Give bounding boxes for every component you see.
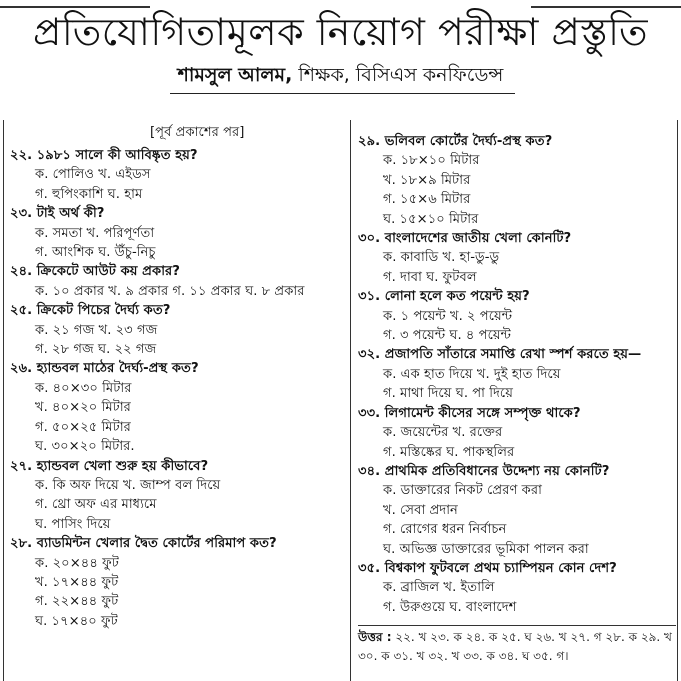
question-22 <box>10 146 345 204</box>
option-line: ক. পোলিও খ. এইডস <box>35 167 151 183</box>
option-line: গ. ২২×৪৪ ফুট <box>35 594 119 610</box>
option-line: ক. ২০×৪৪ ফুট <box>35 555 119 571</box>
question-26 <box>10 359 345 456</box>
question-text: ৩২. প্রজাপতি সাঁতারে সমাপ্তি রেখা স্পর্শ করতে হয়— <box>358 347 642 363</box>
option-line: গ. মস্তিষ্কের ঘ. পাকস্থলির <box>383 444 515 460</box>
byline-underline <box>170 93 515 94</box>
answer-key-label: উত্তর : <box>358 630 392 645</box>
option-line: ক. ৪০×৩০ মিটার <box>35 380 132 396</box>
question-text: ৩৪. প্রাথমিক প্রতিবিধানের উদ্দেশ্য নয় কোনটি? <box>358 463 610 479</box>
option-line: ক. ডাক্তারের নিকট প্রেরণ করা <box>383 483 542 499</box>
question-27 <box>10 457 345 535</box>
question-text: ২৬. হ্যান্ডবল মাঠের দৈর্ঘ্য-প্রস্থ কত? <box>10 361 199 377</box>
question-text: ২৩. টাই অর্থ কী? <box>10 206 105 222</box>
question-35 <box>358 559 676 617</box>
question-text: ২৪. ক্রিকেটে আউট কয় প্রকার? <box>10 264 180 280</box>
author-name: শামসুল আলম, <box>177 64 293 86</box>
option-line: গ. হুপিংকাশি ঘ. হাম <box>35 186 143 202</box>
option-line: ঘ. ১৫×১০ মিটার <box>383 211 479 227</box>
byline <box>0 62 681 88</box>
question-text: ২৮. ব্যাডমিন্টন খেলার দ্বৈত কোর্টের পরিমাপ কত? <box>10 536 277 552</box>
option-line: ক. ব্রাজিল খ. ইতালি <box>383 580 495 596</box>
question-text: ৩১. লোনা হলে কত পয়েন্ট হয়? <box>358 289 530 305</box>
option-line: ক. কাবাডি খ. হা-ডু-ডু <box>383 250 500 266</box>
question-28 <box>10 534 345 631</box>
top-rule-left <box>0 0 150 8</box>
question-34 <box>358 462 676 559</box>
author-role: শিক্ষক, বিসিএস কনফিডেন্স <box>292 64 504 86</box>
page-title: প্রতিযোগিতামূলক নিয়োগ পরীক্ষা প্রস্তুতি <box>32 10 649 54</box>
option-line: গ. মাথা দিয়ে ঘ. পা দিয়ে <box>383 386 513 402</box>
option-line: গ. রোগের ধরন নির্বাচন <box>383 522 507 538</box>
option-line: ক. ২১ গজ খ. ২৩ গজ <box>35 322 158 338</box>
continuation-note: [পূর্ব প্রকাশের পর] <box>150 125 245 140</box>
option-line: গ. দাবা ঘ. ফুটবল <box>383 269 477 285</box>
question-23 <box>10 204 345 262</box>
option-line: ক. কি অফ দিয়ে খ. জাম্প বল দিয়ে <box>35 477 221 493</box>
question-text: ২৫. ক্রিকেট পিচের দৈর্ঘ্য কত? <box>10 303 171 319</box>
left-column <box>10 120 345 631</box>
question-33 <box>358 404 676 462</box>
column-divider <box>350 120 351 681</box>
answers-divider <box>358 625 676 626</box>
option-line: ক. সমতা খ. পরিপূর্ণতা <box>35 225 155 241</box>
question-text: ২২. ১৯৮১ সালে কী আবিষ্কৃত হয়? <box>10 148 198 163</box>
option-line: ঘ. পাসিং দিয়ে <box>35 516 111 532</box>
option-line: খ. ১৮×৯ মিটার <box>383 172 471 188</box>
option-line: গ. ৩ পয়েন্ট ঘ. ৪ পয়েন্ট <box>383 328 512 344</box>
question-text: ৩৩. লিগামেন্ট কীসের সঙ্গে সম্পৃক্ত থাকে? <box>358 405 581 421</box>
option-line: ঘ. অভিজ্ঞ ডাক্তারের ভূমিকা পালন করা <box>383 541 589 557</box>
option-line: ক. ১৮×১০ মিটার <box>383 153 480 169</box>
question-text: ৩০. বাংলাদেশের জাতীয় খেলা কোনটি? <box>358 231 572 247</box>
option-line: খ. সেবা প্রদান <box>383 502 458 518</box>
option-line: ক. জয়েন্টের খ. রক্তের <box>383 425 503 441</box>
top-rule-right <box>531 0 681 8</box>
question-24 <box>10 262 345 301</box>
option-line: গ. থ্রো অফ এর মাধ্যমে <box>35 497 157 513</box>
left-border <box>3 120 4 681</box>
question-29 <box>358 132 676 229</box>
question-text: ২৭. হ্যান্ডবল খেলা শুরু হয় কীভাবে? <box>10 458 209 474</box>
option-line: গ. উরুগুয়ে ঘ. বাংলাদেশ <box>383 599 517 615</box>
option-line: গ. আংশিক ঘ. উঁচু-নিচু <box>35 245 156 261</box>
option-line: ক. ১০ প্রকার খ. ৯ প্রকার গ. ১১ প্রকার ঘ. ৮ প্রকার <box>35 283 305 299</box>
answer-key-text: ২২. খ ২৩. ক ২৪. ক ২৫. ঘ ২৬. খ ২৭. গ ২৮. ক ২৯. খ ৩০. ক ৩১. খ ৩২. খ ৩৩. ক ৩৪. ঘ ৩৫. গ। <box>358 630 672 664</box>
question-30 <box>358 229 676 287</box>
option-line: ঘ. ৩০×২০ মিটার. <box>35 439 135 455</box>
question-text: ৩৫. বিশ্বকাপ ফুটবলে প্রথম চ্যাম্পিয়ন কোন দেশ? <box>358 560 617 576</box>
answer-key <box>358 628 676 666</box>
option-line: ক. ১ পয়েন্ট খ. ২ পয়েন্ট <box>383 308 513 324</box>
question-32 <box>358 345 676 403</box>
option-line: ঘ. ১৭×৪০ ফুট <box>35 613 118 629</box>
right-border <box>677 120 678 681</box>
option-line: গ. ১৫×৬ মিটার <box>383 192 471 208</box>
question-31 <box>358 287 676 345</box>
option-line: গ. ২৮ গজ ঘ. ২২ গজ <box>35 342 157 358</box>
question-text: ২৯. ভলিবল কোর্টের দৈর্ঘ্য-প্রস্থ কত? <box>358 134 553 149</box>
option-line: খ. ১৭×৪৪ ফুট <box>35 574 119 590</box>
right-column <box>358 132 676 666</box>
option-line: গ. ৫০×২৫ মিটার <box>35 419 131 435</box>
option-line: খ. ৪০×২০ মিটার <box>35 400 131 416</box>
question-25 <box>10 301 345 359</box>
option-line: ক. এক হাত দিয়ে খ. দুই হাত দিয়ে <box>383 366 561 382</box>
